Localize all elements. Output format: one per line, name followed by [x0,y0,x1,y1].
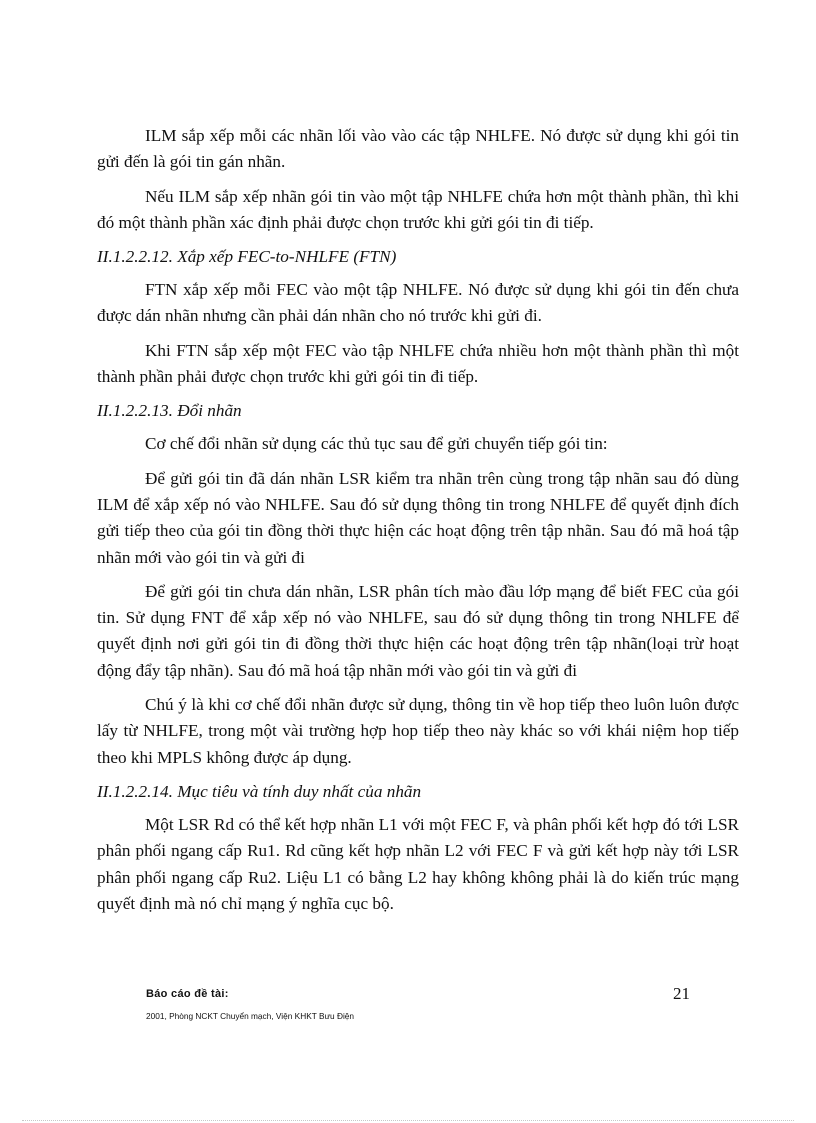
document-body [97,123,739,925]
section-heading-13: II.1.2.2.13. Đổi nhãn [97,401,242,421]
section-heading-12: II.1.2.2.12. Xắp xếp FEC-to-NHLFE (FTN) [97,247,397,267]
footer-note: 2001, Phòng NCKT Chuyển mạch, Viện KHKT Bưu Điện [146,1011,355,1021]
section-heading-14: II.1.2.2.14. Mục tiêu và tính duy nhất của nhãn [97,781,422,801]
paragraph: FTN xắp xếp mỗi FEC vào một tập NHLFE. Nó được sử dụng khi gói tin đến chưa được dán nhãn nhưng cần phải dán nhãn cho nó trước khi gửi đi. [97,280,739,326]
page-footer [146,984,690,1028]
paragraph: ILM sắp xếp mỗi các nhãn lối vào vào các tập NHLFE. Nó được sử dụng khi gói tin gửi đến là gói tin gán nhãn. [97,126,739,172]
footer-label: Báo cáo đề tài: [146,988,229,1000]
page-number: 21 [673,984,690,1003]
paragraph: Để gửi gói tin chưa dán nhãn, LSR phân tích mào đầu lớp mạng để biết FEC của gói tin. Sử dụng FNT để xắp xếp nó vào NHLFE, sau đó sử dụng thông tin trong NHLFE để quyết định nơi gửi gói tin đi đồng thời thực hiện các hoạt động trên tập nhãn(loại trừ hoạt động đẩy tập nhãn). Sau đó mã hoá tập nhãn mới vào gói tin và gửi đi [97,581,739,680]
paragraph: Nếu ILM sắp xếp nhãn gói tin vào một tập NHLFE chứa hơn một thành phần, thì khi đó một thành phần xác định phải được chọn trước khi gửi gói tin đi tiếp. [97,186,739,232]
paragraph: Khi FTN sắp xếp một FEC vào tập NHLFE chứa nhiều hơn một thành phần thì một thành phần phải được chọn trước khi gửi gói tin đi tiếp. [97,340,739,387]
paragraph: Chú ý là khi cơ chế đổi nhãn được sử dụng, thông tin về hop tiếp theo luôn luôn được lấy từ NHLFE, trong một vài trường hợp hop tiếp theo này khác so với khái niệm hop tiếp theo khi MPLS không được áp dụng. [97,695,739,767]
paragraph: Cơ chế đổi nhãn sử dụng các thủ tục sau để gửi chuyển tiếp gói tin: [145,434,608,454]
paragraph: Để gửi gói tin đã dán nhãn LSR kiểm tra nhãn trên cùng trong tập nhãn sau đó dùng ILM để xắp xếp nó vào NHLFE. Sau đó sử dụng thông tin trong NHLFE để quyết định đích gửi tiếp theo của gói tin đồng thời thực hiện các hoạt động trên tập nhãn. Sau đó mã hoá tập nhãn mới vào gói tin và gửi đi [97,468,739,567]
page-bottom-divider [22,1120,794,1121]
paragraph: Một LSR Rd có thể kết hợp nhãn L1 với một FEC F, và phân phối kết hợp đó tới LSR phân phối ngang cấp Ru1. Rd cũng kết hợp nhãn L2 với FEC F và gửi kết hợp này tới LSR phân phối ngang cấp Ru2. Liệu L1 có bằng L2 hay không không phải là do kiến trúc mạng quyết định mà nó chỉ mạng ý nghĩa cục bộ. [97,814,739,913]
